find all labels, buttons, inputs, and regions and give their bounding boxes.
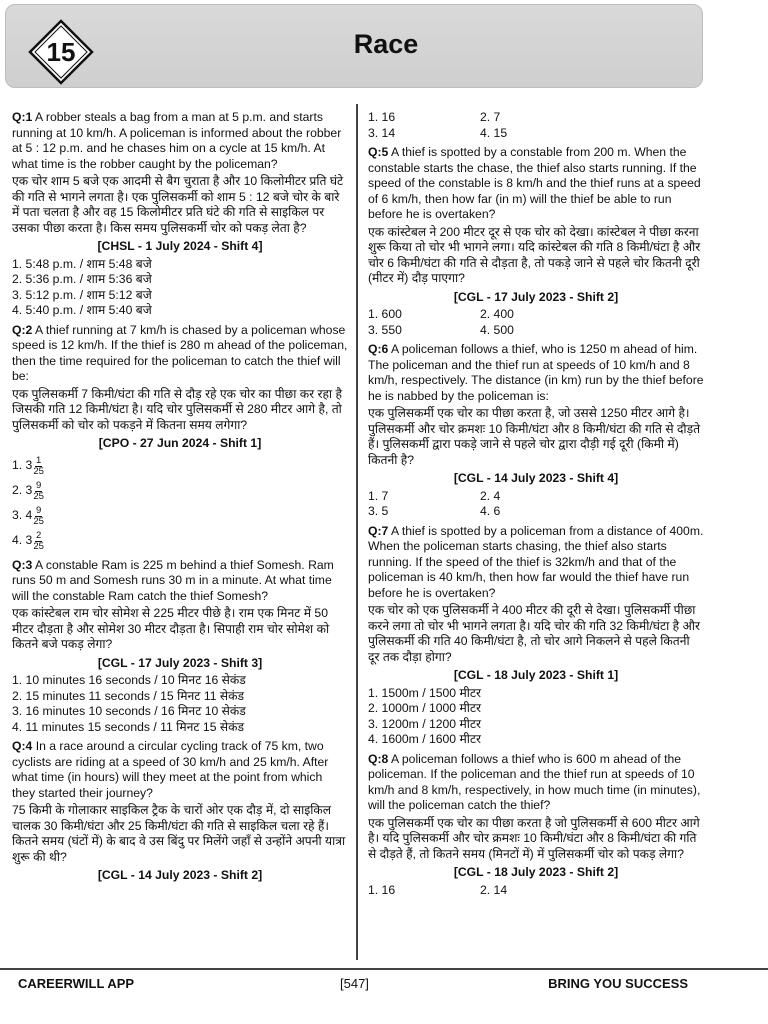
chapter-badge [28, 19, 94, 85]
option: 3. 5 [368, 504, 389, 518]
option: 2. 400 [480, 307, 514, 321]
question-number: Q:8 [368, 751, 389, 766]
option: 3. 5:12 p.m. / शाम 5:12 बजे [12, 287, 152, 302]
option-grid [368, 307, 704, 338]
question-text-hi: एक पुलिसकर्मी 7 किमी/घंटा की गति से दौड़ रहे एक चोर का पीछा कर रहा है जिसकी गति 12 किमी/घंटा है। यदि चोर पुलिसकर्मी से 280 मीटर आगे है, तो पुलिसकर्मी को चोर को पकड़ने में कितना समय लगेगा? [12, 386, 342, 432]
question-text-en: A policeman follows a thief who is 600 m ahead of the policeman. If the policeman and the thief run at speeds of 10 km/h and 8 km/h, respectively, in how much time (in minutes), will the policeman catch the thief? [368, 751, 701, 812]
question-text-hi: एक चोर शाम 5 बजे एक आदमी से बैग चुराता है और 10 किलोमीटर प्रति घंटे की गति से भागने लगता है। एक पुलिसकर्मी को शाम 5 : 12 बजे चोर के बारे में पता चलता है और वह 15 किलोमीटर प्रति घंटे की गति से साइकिल पर उसका पीछा करता है। किस समय पुलिसकर्मी चोर को पकड़ लेता है? [12, 174, 344, 235]
option: 1. 16 [368, 882, 396, 897]
question-text-hi: एक पुलिसकर्मी एक चोर का पीछा करता है, जो उससे 1250 मीटर आगे है। पुलिसकर्मी और चोर क्रमशः 10 किमी/घंटा और 8 किमी/घंटा की गति से दौड़ते हैं। पुलिसकर्मी द्वारा पकड़े जाने से पहले चोर द्वारा दौड़ी गई दूरी (किमी में) कितनी है? [368, 406, 701, 467]
fraction-numerator: 9 [35, 479, 42, 491]
option: 4. 5:40 p.m. / शाम 5:40 बजे [12, 303, 152, 317]
option: 3. 16 minutes 10 seconds / 16 मिनट 10 सेकंड [12, 704, 246, 718]
fraction [33, 481, 44, 502]
question-8 [368, 752, 704, 899]
option-grid [368, 489, 704, 520]
column-divider [356, 104, 358, 960]
page-number: [547] [340, 976, 369, 991]
option: 1. 16 [368, 110, 396, 124]
option: 2. 5:36 p.m. / शाम 5:36 बजे [12, 272, 152, 286]
option-label: 2. 3 [12, 483, 33, 498]
option: 1. 5:48 p.m. / शाम 5:48 बजे [12, 256, 152, 271]
exam-source: [CGL - 17 July 2023 - Shift 3] [97, 655, 263, 670]
option: 2. 7 [480, 110, 501, 124]
fraction-denominator: 25 [33, 515, 44, 527]
exam-source: [CGL - 18 July 2023 - Shift 2] [453, 865, 619, 879]
question-2 [12, 323, 348, 554]
question-text-en: A robber steals a bag from a man at 5 p.m. and starts running at 10 km/h. A policeman is informed about the robber at 5 : 12 p.m. and he chases him on a cycle at 15 km/h. At what time is the robber caught by the policeman? [12, 110, 342, 171]
exam-source: [CGL - 17 July 2023 - Shift 2] [453, 289, 619, 304]
fraction-denominator: 25 [33, 490, 44, 502]
question-text-hi: एक कांस्टेबल ने 200 मीटर दूर से एक चोर को देखा। कांस्टेबल ने पीछा करना शुरू किया तो चोर भी भागने लगा। यदि कांस्टेबल की गति 8 किमी/घंटा है और चोर 6 किमी/घंटा की गति से दौड़ता है, तो पकड़े जाने से पहले चोर कितनी दूरी (मीटर में) दौड़ पाएगा? [368, 224, 701, 285]
question-text-en: A policeman follows a thief, who is 1250 m ahead of him. The policeman and the thief run at speeds of 10 km/h and 8 km/h, respectively. The distance (in km) run by the thief before he is nabbed by the policeman is: [368, 342, 704, 403]
question-4 [12, 739, 348, 884]
fraction [33, 506, 44, 527]
exam-source: [CGL - 14 July 2023 - Shift 2] [97, 868, 263, 882]
left-column [12, 110, 348, 888]
option: 2. 14 [480, 882, 508, 897]
option: 2. 1000m / 1000 मीटर [368, 701, 482, 715]
footer-brand: CAREERWILL APP [18, 976, 135, 991]
option-label: 1. 3 [12, 458, 33, 473]
option: 3. 14 [368, 125, 396, 140]
option-label: 4. 3 [12, 533, 33, 548]
question-text-en: In a race around a circular cycling track of 75 km, two cyclists are riding at a speed of 30 km/h and 25 km/h. After what time (in hours) will they meet at the point from which they started their journey? [12, 739, 329, 800]
option: 1. 1500m / 1500 मीटर [368, 685, 482, 700]
option: 4. 11 minutes 15 seconds / 11 मिनट 15 सेकंड [12, 719, 244, 734]
fraction-denominator: 25 [33, 540, 44, 552]
question-text-hi: एक चोर को एक पुलिसकर्मी ने 400 मीटर की दूरी से देखा। पुलिसकर्मी पीछा करने लगा तो चोर भी भागने लगता है। यदि चोर की गति 32 किमी/घंटा है और पुलिसकर्मी की गति 40 किमी/घंटा है, तो चोर आगे निकलने से पहले कितनी दूर तक दौड़ा होगा? [368, 603, 700, 664]
question-number: Q:1 [12, 110, 33, 124]
chapter-header [5, 4, 703, 88]
option: 3. 1200m / 1200 मीटर [368, 716, 482, 731]
question-number: Q:2 [12, 322, 33, 337]
footer-divider [0, 968, 768, 970]
option: 2. 15 minutes 11 seconds / 15 मिनट 11 सेकंड [12, 688, 244, 703]
option: 1. 600 [368, 307, 402, 321]
question-text-en: A thief is spotted by a policeman from a distance of 400m. When the policeman starts chasing, the thief also starts running. If the speed of the thief is 32km/h and that of the policeman is 40 km/h, then how far would the thief have run before he is overtaken? [368, 523, 704, 600]
question-number: Q:3 [12, 557, 33, 572]
question-7 [368, 524, 704, 748]
chapter-title: Race [353, 29, 419, 59]
fraction-numerator: 9 [35, 504, 42, 516]
question-3 [12, 558, 348, 736]
question-text-en: A constable Ram is 225 m behind a thief Somesh. Ram runs 50 m and Somesh runs 30 m in a minute. At what time will the constable Ram catch the thief Somesh? [12, 557, 334, 603]
option: 4. 6 [480, 504, 501, 518]
exam-source: [CGL - 18 July 2023 - Shift 1] [453, 668, 619, 682]
fraction [33, 531, 44, 552]
exam-source: [CPO - 27 Jun 2024 - Shift 1] [98, 436, 262, 450]
option [12, 454, 348, 479]
option-grid [368, 110, 704, 141]
option [12, 504, 348, 529]
fraction [33, 456, 44, 477]
option: 4. 1600m / 1600 मीटर [368, 732, 482, 746]
fraction-numerator: 2 [35, 529, 42, 541]
question-number: Q:4 [12, 739, 33, 753]
exam-source: [CHSL - 1 July 2024 - Shift 4] [97, 239, 263, 253]
option: 3. 550 [368, 322, 402, 337]
option-grid [368, 883, 704, 899]
option-label: 3. 4 [12, 508, 33, 523]
footer-tagline: BRING YOU SUCCESS [548, 976, 688, 991]
question-6 [368, 342, 704, 520]
question-number: Q:7 [368, 523, 389, 538]
right-column [368, 110, 704, 902]
fraction-denominator: 25 [33, 465, 44, 477]
option: 4. 500 [480, 322, 514, 337]
option [12, 479, 348, 504]
exam-source: [CGL - 14 July 2023 - Shift 4] [453, 471, 619, 485]
question-text-hi: एक पुलिसकर्मी एक चोर का पीछा करता है जो पुलिसकर्मी से 600 मीटर आगे है। यदि पुलिसकर्मी और चोर क्रमशः 10 किमी/घंटा और 8 किमी/घंटा की गति से दौड़ते हैं, तो कितने समय (मिनटों में) में पुलिसकर्मी चोर को पकड़ लेगा? [368, 815, 700, 861]
question-1 [12, 110, 348, 319]
fraction-numerator: 1 [35, 454, 42, 466]
question-text-en: A thief running at 7 km/h is chased by a policeman whose speed is 12 km/h. If the thief is 280 m ahead of the policeman, then the time required for the policeman to catch the thief will be: [12, 322, 348, 383]
question-4-options [368, 110, 704, 141]
question-5 [368, 145, 704, 338]
question-text-hi: एक कांस्टेबल राम चोर सोमेश से 225 मीटर पीछे है। राम एक मिनट में 50 मीटर दौड़ता है और सोमेश 30 मीटर दौड़ता है। सिपाही राम चोर सोमेश को कितने बजे पकड़ लेगा? [12, 606, 330, 651]
question-text-en: A thief is spotted by a constable from 200 m. When the constable starts the chase, the thief also starts running. If the speed of the constable is 8 km/h and the thief runs at a speed of 6 km/h, then how far (in m) will the thief be able to run before he is overtaken? [368, 145, 701, 221]
question-text-hi: 75 किमी के गोलाकार साइकिल ट्रैक के चारों ओर एक दौड़ में, दो साइकिल चालक 30 किमी/घंटा और 25 किमी/घंटा की गति से साइकिल चला रहे हैं। कितने समय (घंटों में) के बाद वे उस बिंदु पर मिलेंगे जहाँ से उन्होंने अपनी यात्रा शुरू की थी? [12, 803, 346, 864]
option [12, 529, 348, 554]
question-number: Q:6 [368, 342, 389, 356]
chapter-number: 15 [46, 37, 76, 67]
option: 1. 10 minutes 16 seconds / 10 मिनट 16 सेकंड [12, 673, 246, 687]
option: 2. 4 [480, 488, 501, 503]
option: 4. 15 [480, 125, 508, 140]
question-number: Q:5 [368, 145, 389, 159]
option: 1. 7 [368, 488, 389, 503]
